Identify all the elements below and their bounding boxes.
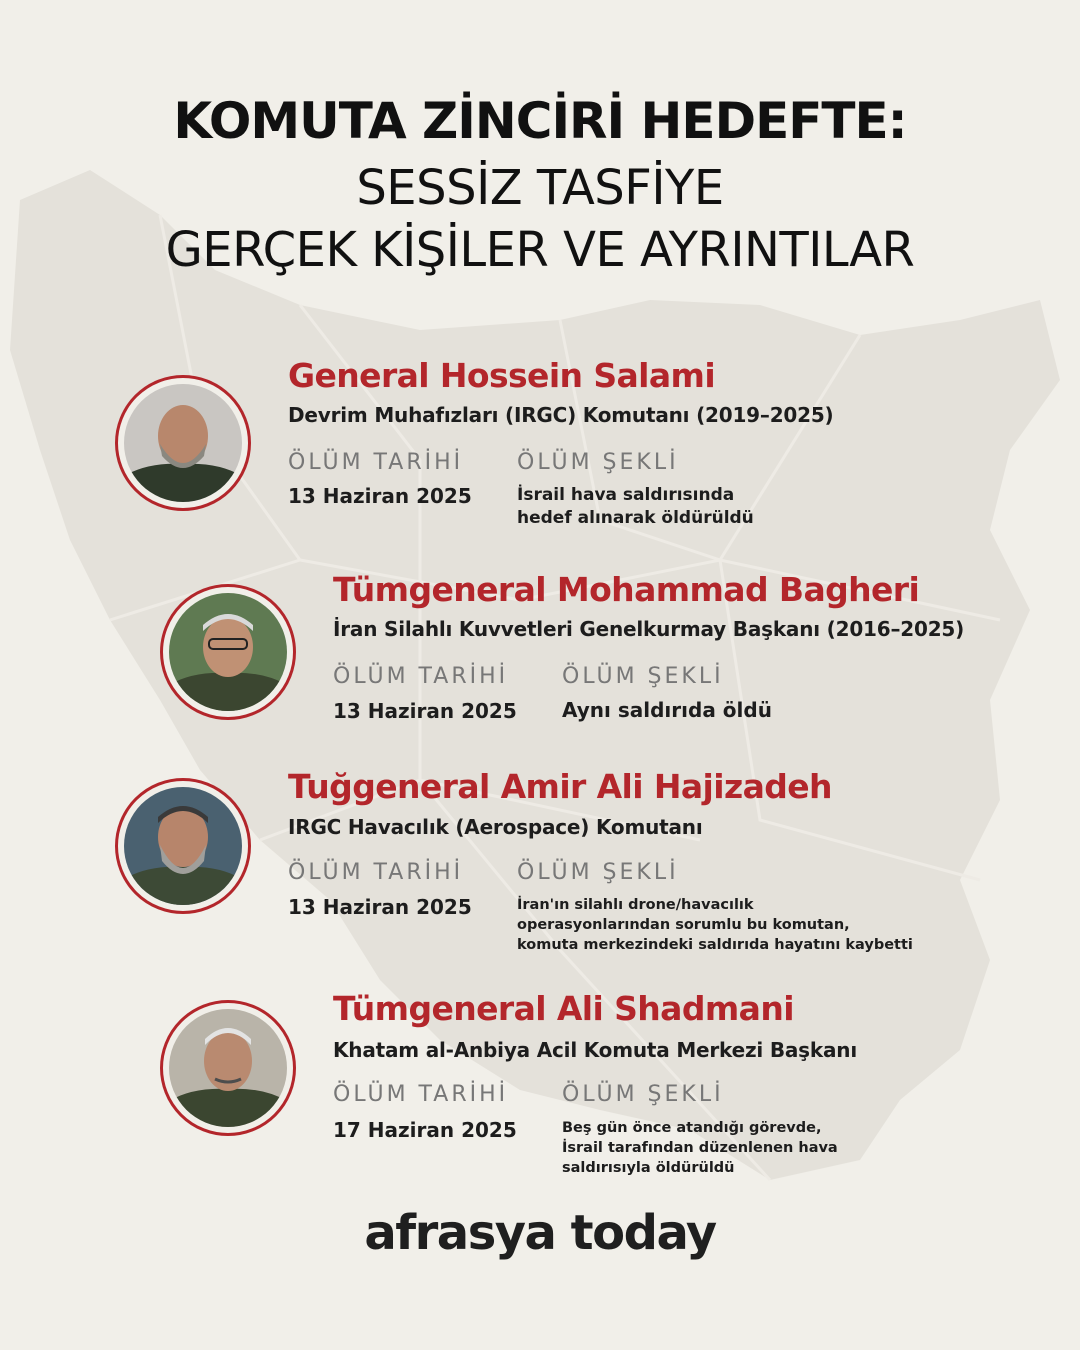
death-date-label: ÖLÜM TARİHİ (288, 450, 464, 475)
death-method-label: ÖLÜM ŞEKLİ (517, 860, 679, 885)
brand-logo: afrasya today (364, 1205, 716, 1261)
death-date: 13 Haziran 2025 (288, 895, 472, 919)
portrait-icon (169, 593, 287, 711)
death-date-label: ÖLÜM TARİHİ (333, 664, 509, 689)
death-method-line: hedef alınarak öldürüldü (517, 508, 754, 528)
death-method-line: İran'ın silahlı drone/havacılık (517, 897, 754, 913)
death-method (517, 484, 754, 530)
death-date: 17 Haziran 2025 (333, 1118, 517, 1142)
person-role: Devrim Muhafızları (IRGC) Komutanı (2019–2025) (288, 403, 834, 427)
death-method-line: komuta merkezindeki saldırıda hayatını kaybetti (517, 937, 913, 953)
death-method (517, 895, 913, 955)
portrait-icon (124, 787, 242, 905)
person-role: İran Silahlı Kuvvetleri Genelkurmay Başkanı (2016–2025) (333, 617, 965, 641)
death-method-line: İsrail tarafından düzenlenen hava (562, 1140, 838, 1156)
death-method-line: operasyonlarından sorumlu bu komutan, (517, 917, 850, 933)
avatar-shadmani (160, 1000, 296, 1136)
death-method-label: ÖLÜM ŞEKLİ (517, 450, 679, 475)
death-method-label: ÖLÜM ŞEKLİ (562, 1082, 724, 1107)
avatar-hajizadeh (115, 778, 251, 914)
avatar-bagheri (160, 584, 296, 720)
person-role: Khatam al-Anbiya Acil Komuta Merkezi Başkanı (333, 1038, 857, 1062)
death-date: 13 Haziran 2025 (333, 699, 517, 723)
death-method-line: Aynı saldırıda öldü (562, 698, 772, 722)
death-method-line: İsrail hava saldırısında (517, 485, 735, 505)
title-line-2: SESSİZ TASFİYE (356, 160, 724, 216)
portrait-icon (124, 384, 242, 502)
death-method (562, 699, 772, 722)
death-method-line: saldırısıyla öldürüldü (562, 1160, 735, 1176)
death-method-line: Beş gün önce atandığı görevde, (562, 1120, 822, 1136)
portrait-icon (169, 1009, 287, 1127)
death-method (562, 1118, 838, 1178)
death-method-label: ÖLÜM ŞEKLİ (562, 664, 724, 689)
person-name: Tümgeneral Mohammad Bagheri (333, 570, 920, 609)
death-date-label: ÖLÜM TARİHİ (333, 1082, 509, 1107)
avatar-salami (115, 375, 251, 511)
person-role: IRGC Havacılık (Aerospace) Komutanı (288, 815, 703, 839)
person-name: General Hossein Salami (288, 356, 716, 395)
death-date: 13 Haziran 2025 (288, 484, 472, 508)
death-date-label: ÖLÜM TARİHİ (288, 860, 464, 885)
title-line-3: GERÇEK KİŞİLER VE AYRINTILAR (165, 222, 915, 278)
person-name: Tümgeneral Ali Shadmani (333, 989, 794, 1028)
title-line-1: KOMUTA ZİNCİRİ HEDEFTE: (173, 92, 907, 150)
person-name: Tuğgeneral Amir Ali Hajizadeh (288, 767, 832, 806)
